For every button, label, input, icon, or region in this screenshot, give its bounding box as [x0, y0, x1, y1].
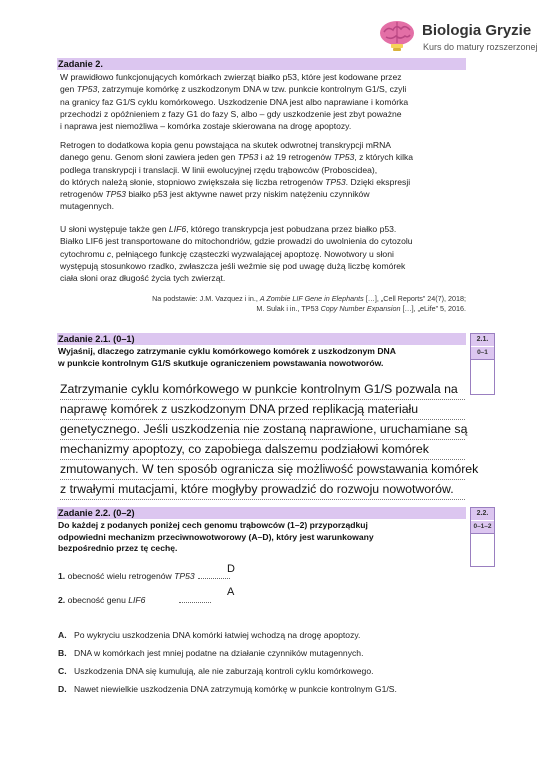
answer-line: mechanizmy apoptozy, co zapobiega dalszemu podziałowi komórek	[60, 440, 465, 460]
feature-item-2: 2. obecność genu LIF6	[58, 595, 211, 605]
score-box-2-2	[470, 507, 495, 567]
answer-2-1[interactable]	[60, 380, 479, 500]
brain-icon	[376, 18, 418, 54]
subtask-2-1-question: Wyjaśnij, dlaczego zatrzymanie cyklu komórkowego komórek z uszkodzonym DNA w punkcie kontrolnym G1/S skutkuje ograniczeniem powstawania nowotworów.	[58, 346, 396, 368]
brand-name: Biologia Gryzie	[422, 22, 532, 39]
answer-line: zmutowanych. W ten sposób ogranicza się możliwość powstawania komórek	[60, 460, 465, 480]
score-field[interactable]	[471, 533, 494, 566]
answer-2-handwritten: A	[227, 586, 235, 598]
task-header-bar	[57, 58, 466, 70]
sources: Na podstawie: J.M. Vazquez i in., A Zombie LIF Gene in Elephants […], „Cell Reports” 24(7), 2018; M. Sulak i in., TP53 Copy Number Expansion […], „eLife” 5, 2016.	[152, 294, 466, 313]
paragraph-1: W prawidłowo funkcjonujących komórkach zwierząt białko p53, które jest kodowane przez gen TP53, zatrzymuje komórkę z uszkodzonym DNA w tzw. punkcie kontrolnym G1/S, czyli na granicy faz G1/S cyklu komórkowego. Uszkodzenie DNA jest albo naprawiane i komórka przechodzi z opóźnieniem z fazy G1 do fazy S, albo – gdy uszkodzenie jest zbyt poważne i naprawa jest niemożliwa – komórka zostaje skierowana na drogę apoptozy.	[60, 72, 409, 132]
option-d: D. Nawet niewielkie uszkodzenia DNA zatrzymują komórkę w punkcie kontrolnym G1/S.	[58, 684, 397, 694]
answer-line: z trwałymi mutacjami, które mogłyby prowadzić do rozwoju nowotworów.	[60, 480, 465, 500]
paragraph-2: Retrogen to dodatkowa kopia genu powstająca na skutek odwrotnej transkrypcji mRNA danego genu. Genom słoni zawiera jeden gen TP53 i aż 19 retrogenów TP53, z których kilka podlega transkrypcji i translacji. W linii ewolucyjnej rzędu trąbowców (Proboscidea), do których należą słonie, stopniowo zwiększała się liczba retrogenów TP53. Dzięki ekspresji retrogenów TP53 białko p53 jest aktywne nawet przy niskim natężeniu czynników mutagennych.	[60, 140, 414, 212]
score-box-points: 0–1–2	[471, 520, 494, 533]
answer-1-handwritten: D	[227, 563, 235, 575]
brand-tagline: Kurs do matury rozszerzonej	[423, 42, 538, 52]
subtask-2-2-question: Do każdej z podanych poniżej cech genomu trąbowców (1–2) przyporządkuj odpowiedni mechanizm przeciwnowotworowy (A–D), który jest warunkowany bezpośrednio przez tę cechę.	[58, 520, 374, 554]
answer-line: Zatrzymanie cyklu komórkowego w punkcie kontrolnym G1/S pozwala na	[60, 380, 465, 400]
score-box-2-1	[470, 333, 495, 395]
subtask-2-1-title: Zadanie 2.1. (0–1)	[58, 334, 135, 344]
answer-field[interactable]	[198, 578, 230, 579]
subtask-2-2-title: Zadanie 2.2. (0–2)	[58, 508, 135, 518]
answer-field[interactable]	[179, 602, 211, 603]
score-box-number: 2.1.	[471, 334, 494, 346]
feature-item-1: 1. obecność wielu retrogenów TP53	[58, 571, 230, 581]
brand-logo	[376, 18, 546, 54]
paragraph-3: U słoni występuje także gen LIF6, którego transkrypcja jest pobudzana przez białko p53. Białko LIF6 jest transportowane do mitochondriów, gdzie prowadzi do uwolnienia do cytozolu cytochromu c, pełniącego funkcję cząsteczki wyzwalającej apoptozę. Nowotwory u słoni występują stosunkowo rzadko, zwłaszcza jeśli weźmie się pod uwagę dużą liczbę komórek ciała słoni oraz długość życia tych zwierząt.	[60, 224, 413, 284]
answer-line: genetycznego. Jeśli uszkodzenia nie zostaną naprawione, uruchamiane są	[60, 420, 465, 440]
score-box-number: 2.2.	[471, 508, 494, 520]
option-c: C. Uszkodzenia DNA się kumulują, ale nie zaburzają kontroli cyklu komórkowego.	[58, 666, 374, 676]
score-field[interactable]	[471, 359, 494, 394]
score-box-points: 0–1	[471, 346, 494, 359]
option-a: A. Po wykryciu uszkodzenia DNA komórki łatwiej wchodzą na drogę apoptozy.	[58, 630, 361, 640]
option-b: B. DNA w komórkach jest mniej podatne na działanie czynników mutagennych.	[58, 648, 364, 658]
task-title: Zadanie 2.	[58, 59, 103, 69]
answer-line: naprawę komórek z uszkodzonym DNA przed replikacją materiału	[60, 400, 465, 420]
